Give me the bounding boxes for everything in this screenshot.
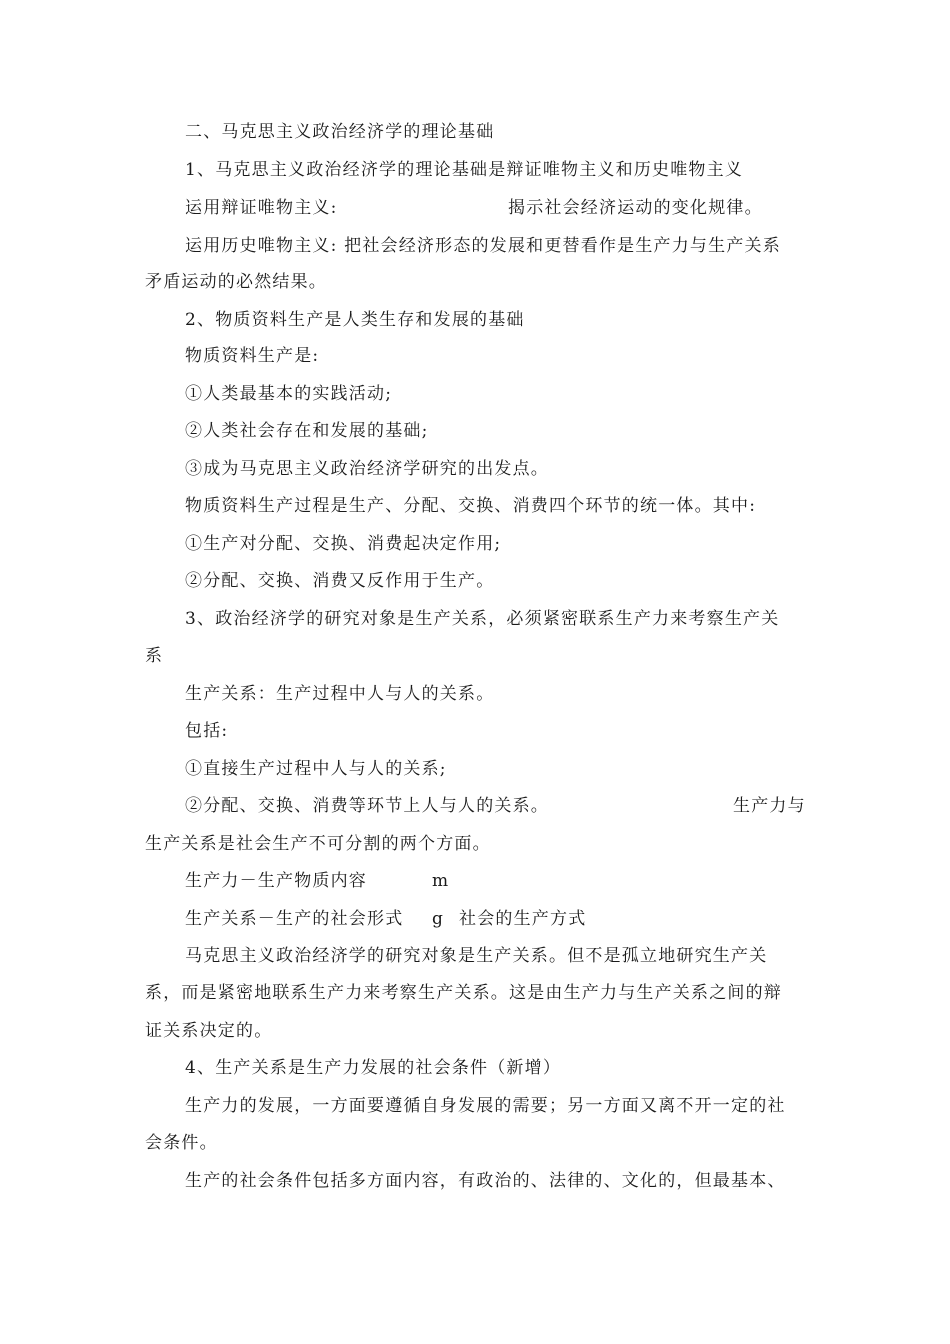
section-heading: 二、马克思主义政治经济学的理论基础 bbox=[185, 122, 495, 142]
subheading-3: 3、政治经济学的研究对象是生产关系，必须紧密联系生产力来考察生产关 bbox=[185, 609, 780, 629]
paragraph-line: 运用辩证唯物主义: bbox=[185, 198, 338, 218]
list-item: ③成为马克思主义政治经济学研究的出发点。 bbox=[185, 459, 549, 479]
list-item: ②分配、交换、消费等环节上人与人的关系。 bbox=[185, 796, 549, 816]
paragraph-line: 证关系决定的。 bbox=[145, 1021, 273, 1041]
paragraph-line: 生产力与 bbox=[733, 796, 806, 816]
stray-glyph: m bbox=[432, 871, 450, 891]
paragraph-line: 系 bbox=[145, 646, 164, 666]
paragraph-line: 物质资料生产是: bbox=[185, 346, 320, 366]
paragraph-line: 包括: bbox=[185, 721, 229, 741]
paragraph-line: 生产关系－生产的社会形式 bbox=[185, 909, 404, 929]
paragraph-line: 马克思主义政治经济学的研究对象是生产关系。但不是孤立地研究生产关 bbox=[185, 946, 768, 966]
list-item: ①直接生产过程中人与人的关系; bbox=[185, 759, 447, 779]
paragraph-line: 生产关系是社会生产不可分割的两个方面。 bbox=[145, 834, 491, 854]
list-item: ②人类社会存在和发展的基础; bbox=[185, 421, 429, 441]
paragraph-line: 运用历史唯物主义: 把社会经济形态的发展和更替看作是生产力与生产关系 bbox=[185, 236, 781, 256]
list-item: ①生产对分配、交换、消费起决定作用; bbox=[185, 534, 502, 554]
subheading-2: 2、物质资料生产是人类生存和发展的基础 bbox=[185, 310, 525, 330]
paragraph-line: 生产关系：生产过程中人与人的关系。 bbox=[185, 684, 495, 704]
paragraph-line: 生产力的发展，一方面要遵循自身发展的需要；另一方面又离不开一定的社 bbox=[185, 1096, 786, 1116]
paragraph-line: 生产力－生产物质内容 bbox=[185, 871, 367, 891]
subheading-4: 4、生产关系是生产力发展的社会条件（新增） bbox=[185, 1058, 562, 1078]
paragraph-line: 系，而是紧密地联系生产力来考察生产关系。这是由生产力与生产关系之间的辩 bbox=[145, 983, 782, 1003]
paragraph-line: 会条件。 bbox=[145, 1133, 218, 1153]
paragraph-line: 生产的社会条件包括多方面内容，有政治的、法律的、文化的，但最基本、 bbox=[185, 1171, 786, 1191]
stray-glyph: g bbox=[432, 909, 445, 929]
paragraph-line: 社会的生产方式 bbox=[459, 909, 587, 929]
paragraph-line: 矛盾运动的必然结果。 bbox=[145, 272, 327, 292]
subheading-1: 1、马克思主义政治经济学的理论基础是辩证唯物主义和历史唯物主义 bbox=[185, 160, 744, 180]
list-item: ①人类最基本的实践活动; bbox=[185, 384, 393, 404]
paragraph-line: 揭示社会经济运动的变化规律。 bbox=[508, 198, 763, 218]
paragraph-line: 物质资料生产过程是生产、分配、交换、消费四个环节的统一体。其中: bbox=[185, 496, 757, 516]
list-item: ②分配、交换、消费又反作用于生产。 bbox=[185, 571, 495, 591]
